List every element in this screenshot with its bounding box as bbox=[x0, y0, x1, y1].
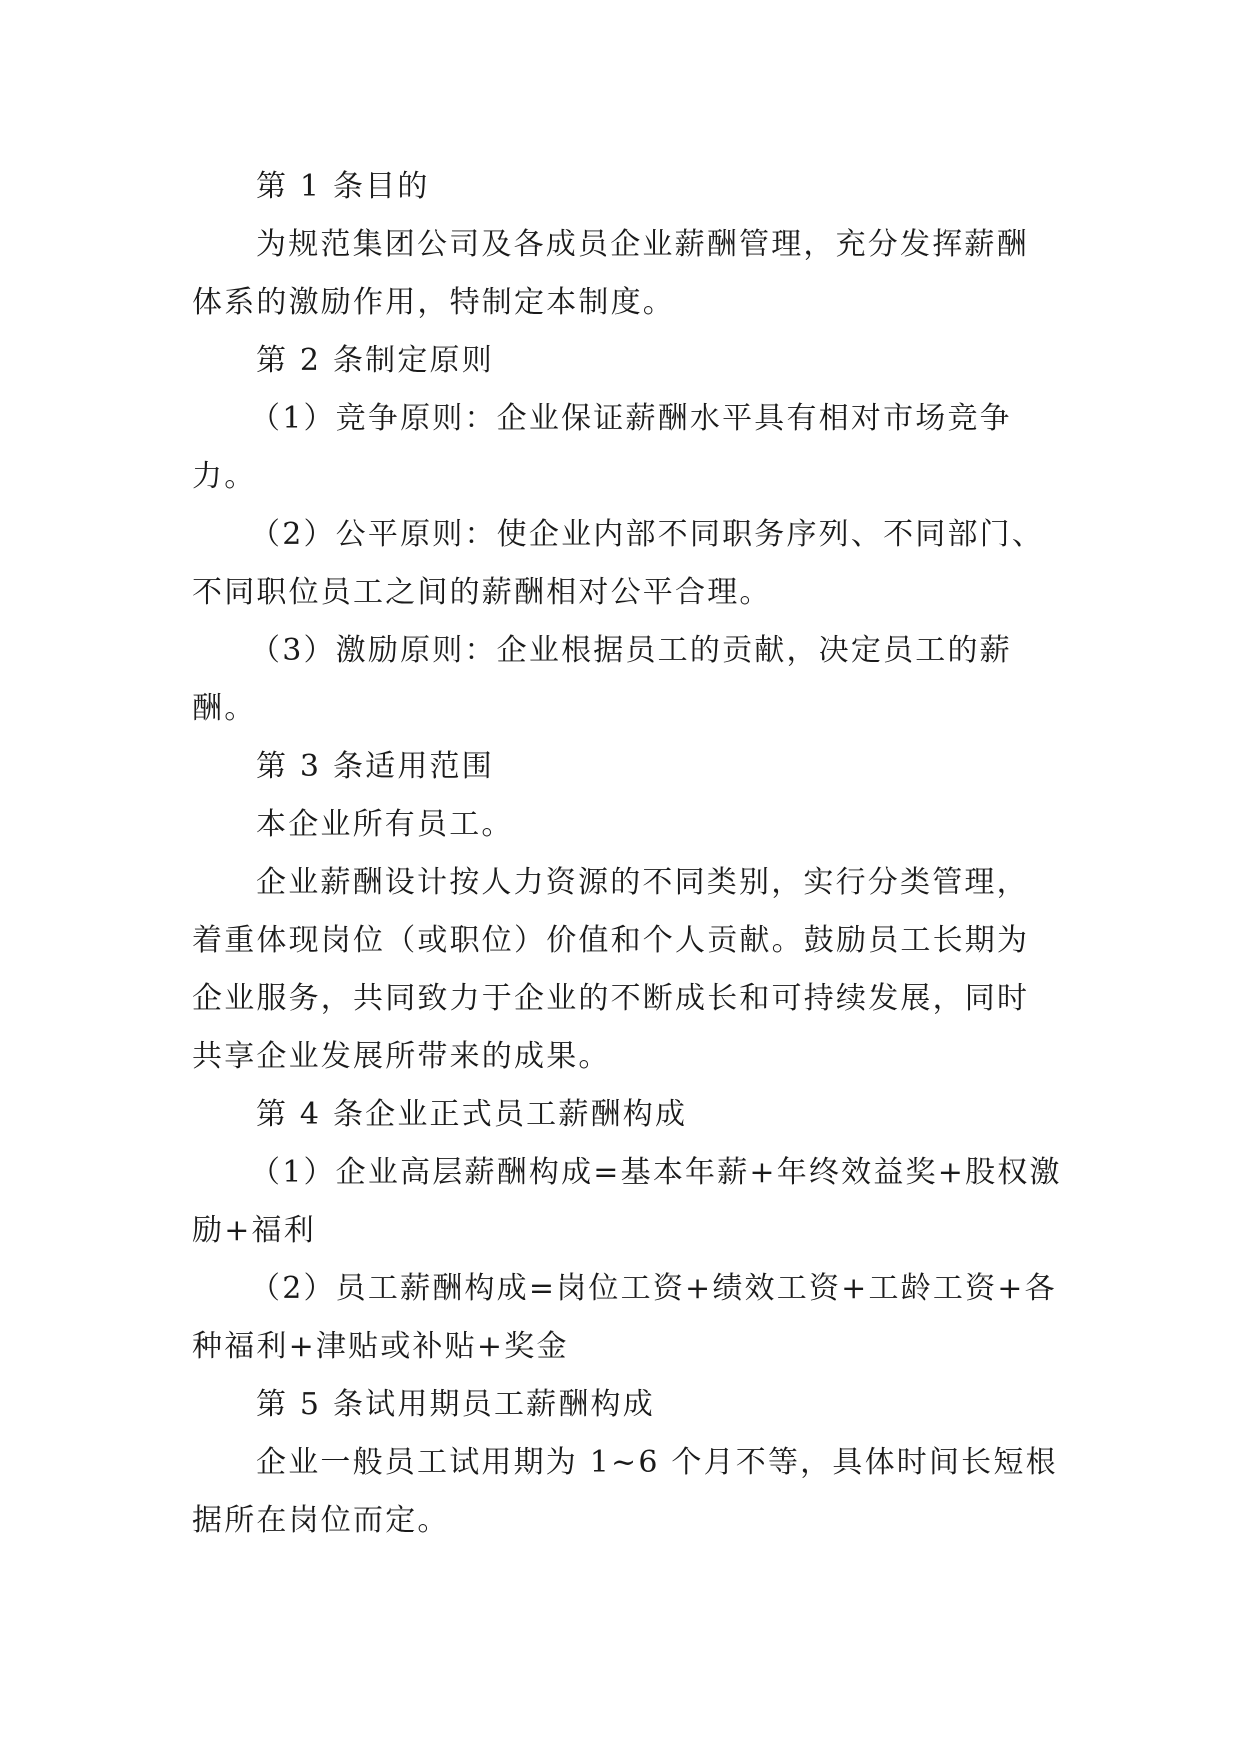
article-4-heading: 第 4 条企业正式员工薪酬构成 bbox=[256, 1097, 688, 1132]
design-paragraph-line-2: 着重体现岗位（或职位）价值和个人贡献。鼓励员工长期为 bbox=[192, 923, 1030, 958]
article-1-text-line-2: 体系的激励作用，特制定本制度。 bbox=[192, 285, 675, 320]
composition-1-line-1: （1）企业高层薪酬构成=基本年薪+年终效益奖+股权激 bbox=[250, 1155, 1062, 1190]
principle-2-line-2: 不同职位员工之间的薪酬相对公平合理。 bbox=[192, 575, 772, 610]
article-5-text-line-1: 企业一般员工试用期为 1~6 个月不等，具体时间长短根 bbox=[256, 1445, 1058, 1480]
principle-1-line-2: 力。 bbox=[192, 459, 257, 494]
design-paragraph-line-4: 共享企业发展所带来的成果。 bbox=[192, 1039, 611, 1074]
article-5-text-line-2: 据所在岗位而定。 bbox=[192, 1503, 450, 1538]
article-3-text: 本企业所有员工。 bbox=[256, 807, 514, 842]
principle-3-line-1: （3）激励原则：企业根据员工的贡献，决定员工的薪 bbox=[250, 633, 1012, 668]
principle-1-line-1: （1）竞争原则：企业保证薪酬水平具有相对市场竞争 bbox=[250, 401, 1012, 436]
principle-2-line-1: （2）公平原则：使企业内部不同职务序列、不同部门、 bbox=[250, 517, 1045, 552]
article-1-heading: 第 1 条目的 bbox=[256, 169, 430, 204]
article-5-heading: 第 5 条试用期员工薪酬构成 bbox=[256, 1387, 655, 1422]
composition-2-line-2: 种福利+津贴或补贴+奖金 bbox=[192, 1329, 569, 1364]
article-2-heading: 第 2 条制定原则 bbox=[256, 343, 494, 378]
article-3-heading: 第 3 条适用范围 bbox=[256, 749, 494, 784]
design-paragraph-line-1: 企业薪酬设计按人力资源的不同类别，实行分类管理， bbox=[256, 865, 1029, 900]
document-body bbox=[192, 158, 1062, 1550]
design-paragraph-line-3: 企业服务，共同致力于企业的不断成长和可持续发展，同时 bbox=[192, 981, 1030, 1016]
article-1-text-line-1: 为规范集团公司及各成员企业薪酬管理，充分发挥薪酬 bbox=[256, 227, 1029, 262]
principle-3-line-2: 酬。 bbox=[192, 691, 257, 726]
composition-1-line-2: 励+福利 bbox=[192, 1213, 316, 1248]
composition-2-line-1: （2）员工薪酬构成=岗位工资+绩效工资+工龄工资+各 bbox=[250, 1271, 1057, 1306]
